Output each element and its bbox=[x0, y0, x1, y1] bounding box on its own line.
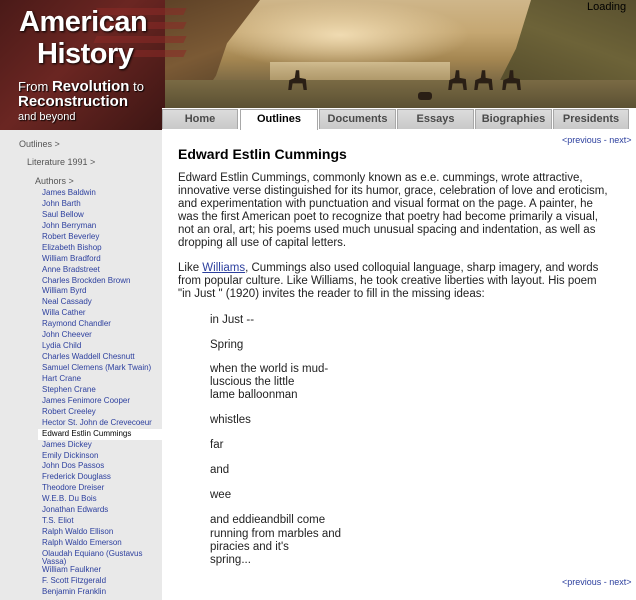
list-item[interactable] bbox=[38, 265, 162, 276]
poem-line: whistles bbox=[210, 414, 251, 426]
author-link[interactable]: T.S. Eliot bbox=[42, 516, 74, 526]
pager-separator: - bbox=[601, 135, 610, 145]
author-link[interactable]: James Dickey bbox=[42, 439, 92, 449]
list-item[interactable] bbox=[38, 254, 162, 265]
author-link[interactable]: W.E.B. Du Bois bbox=[42, 494, 97, 504]
list-item[interactable] bbox=[38, 352, 162, 363]
breadcrumb-authors[interactable]: Authors > bbox=[35, 176, 74, 186]
author-link[interactable]: Samuel Clemens (Mark Twain) bbox=[42, 363, 152, 372]
author-list bbox=[38, 188, 162, 598]
list-item[interactable] bbox=[38, 461, 162, 472]
author-link[interactable]: Anne Bradstreet bbox=[42, 264, 100, 274]
author-link[interactable]: Lydia Child bbox=[42, 341, 82, 351]
author-current: Edward Estlin Cummings bbox=[42, 428, 132, 438]
sidebar bbox=[0, 130, 162, 600]
list-item[interactable] bbox=[38, 549, 162, 565]
author-link[interactable]: John Cheever bbox=[42, 330, 92, 340]
list-item[interactable] bbox=[38, 330, 162, 341]
list-item[interactable] bbox=[38, 527, 162, 538]
pager-bottom bbox=[562, 577, 632, 587]
poem-line: and eddieandbill come bbox=[210, 514, 326, 526]
logo-to: to bbox=[133, 79, 144, 94]
author-link[interactable]: Ralph Waldo Ellison bbox=[42, 527, 114, 537]
list-item[interactable] bbox=[38, 276, 162, 287]
poem-line: wee bbox=[210, 489, 232, 501]
author-link[interactable]: Elizabeth Bishop bbox=[42, 242, 102, 252]
author-link[interactable]: Emily Dickinson bbox=[42, 450, 99, 460]
article-paragraph-1: Edward Estlin Cummings, commonly known as e.e. cummings, wrote attractive, innovative verse distinguished for its humor, grace, celebration of love and eroticism, and experimentation with punctuation and visual format on the page. A painter, he was the first American poet to recognize that poetry had become primarily a visual, not an oral, art; his poems used much unusual spacing and indentation, as well as dropping all use of capital letters. bbox=[178, 172, 608, 249]
list-item[interactable] bbox=[38, 587, 162, 598]
poem-line: luscious the little bbox=[210, 376, 295, 388]
author-link[interactable]: Robert Beverley bbox=[42, 231, 100, 241]
list-item[interactable] bbox=[38, 243, 162, 254]
list-item[interactable] bbox=[38, 472, 162, 483]
para2-rest: , Cummings also used colloquial language, sharp imagery, and words from popular culture. Like Williams, he took creative liberties with layout. His poem "in Just " (1920) invites the reader to fill in the missing ideas: bbox=[178, 262, 599, 300]
author-link[interactable]: Saul Bellow bbox=[42, 209, 84, 219]
list-item[interactable] bbox=[38, 396, 162, 407]
poem-line: running from marbles and bbox=[210, 528, 342, 540]
list-item[interactable] bbox=[38, 407, 162, 418]
logo-title-line2: History bbox=[37, 38, 134, 70]
list-item[interactable] bbox=[38, 576, 162, 587]
poem-line: spring... bbox=[210, 554, 251, 566]
list-item[interactable] bbox=[38, 494, 162, 505]
poem-line: when the world is mud- bbox=[210, 363, 329, 375]
list-item[interactable] bbox=[38, 319, 162, 330]
author-link[interactable]: F. Scott Fitzgerald bbox=[42, 575, 107, 585]
previous-link[interactable]: <previous bbox=[562, 135, 602, 145]
list-item[interactable] bbox=[38, 341, 162, 352]
author-link[interactable]: Benjamin Franklin bbox=[42, 586, 107, 596]
page-title: Edward Estlin Cummings bbox=[178, 146, 347, 162]
author-link[interactable]: James Baldwin bbox=[42, 188, 96, 197]
author-link[interactable]: Ralph Waldo Emerson bbox=[42, 538, 122, 547]
list-item[interactable] bbox=[38, 308, 162, 319]
poem-line: lame balloonman bbox=[210, 389, 298, 401]
author-link[interactable]: Jonathan Edwards bbox=[42, 505, 109, 515]
list-item[interactable] bbox=[38, 297, 162, 308]
list-item[interactable] bbox=[38, 538, 162, 549]
tab-outlines[interactable]: Outlines bbox=[240, 109, 318, 130]
logo-revolution: Revolution bbox=[51, 78, 130, 95]
poem-line: and bbox=[210, 464, 230, 476]
author-link[interactable]: William Faulkner bbox=[42, 564, 102, 574]
poem-line: piracies and it's bbox=[210, 541, 289, 553]
poem-line: in Just -- bbox=[210, 314, 255, 326]
author-link[interactable]: Stephen Crane bbox=[42, 384, 96, 394]
list-item[interactable] bbox=[38, 483, 162, 494]
main-content bbox=[162, 130, 636, 600]
breadcrumb-outlines[interactable]: Outlines > bbox=[19, 139, 60, 149]
author-link[interactable]: Neal Cassady bbox=[42, 297, 92, 307]
list-item[interactable] bbox=[38, 385, 162, 396]
logo-title-line1: American bbox=[19, 6, 148, 38]
list-item[interactable] bbox=[38, 451, 162, 462]
site-logo[interactable] bbox=[0, 0, 165, 130]
author-link[interactable]: James Fenimore Cooper bbox=[42, 395, 131, 405]
list-item[interactable] bbox=[38, 232, 162, 243]
author-link[interactable]: John Dos Passos bbox=[42, 461, 105, 471]
author-link[interactable]: John Berryman bbox=[42, 220, 97, 230]
williams-link[interactable]: Williams bbox=[202, 262, 246, 274]
logo-and-beyond: and beyond bbox=[18, 111, 76, 123]
logo-reconstruction: Reconstruction bbox=[18, 93, 129, 110]
list-item[interactable] bbox=[38, 565, 162, 576]
list-item[interactable] bbox=[38, 363, 162, 374]
author-link[interactable]: William Bradford bbox=[42, 253, 101, 263]
tab-documents[interactable]: Documents bbox=[319, 109, 396, 129]
para2-lead: Like bbox=[178, 262, 203, 274]
tab-essays[interactable]: Essays bbox=[397, 109, 474, 129]
tab-presidents[interactable]: Presidents bbox=[553, 109, 629, 129]
list-item[interactable] bbox=[38, 516, 162, 527]
logo-from: From bbox=[18, 79, 49, 94]
list-item[interactable] bbox=[38, 188, 162, 199]
list-item[interactable] bbox=[38, 505, 162, 516]
list-item[interactable] bbox=[38, 221, 162, 232]
poem-line: Spring bbox=[210, 339, 244, 351]
author-link[interactable]: Hart Crane bbox=[42, 373, 82, 383]
tab-biographies[interactable]: Biographies bbox=[475, 109, 552, 129]
author-link[interactable]: William Byrd bbox=[42, 286, 87, 296]
loading-indicator: Loading bbox=[587, 1, 627, 13]
main-nav-tabs bbox=[162, 108, 636, 130]
list-item[interactable] bbox=[38, 374, 162, 385]
author-link[interactable]: Olaudah Equiano (Gustavus Vassa) bbox=[42, 548, 143, 566]
breadcrumb-literature-1991[interactable]: Literature 1991 > bbox=[27, 157, 96, 167]
author-link[interactable]: Charles Brockden Brown bbox=[42, 275, 131, 285]
pager-separator: - bbox=[601, 577, 610, 587]
list-item[interactable] bbox=[38, 286, 162, 297]
pager-top bbox=[562, 135, 632, 145]
author-link[interactable]: Frederick Douglass bbox=[42, 472, 111, 482]
author-link[interactable]: Raymond Chandler bbox=[42, 319, 111, 329]
poem-line: far bbox=[210, 439, 224, 451]
author-link[interactable]: Hector St. John de Crevecoeur bbox=[42, 417, 152, 427]
author-link[interactable]: Theodore Dreiser bbox=[42, 483, 105, 493]
previous-link[interactable]: <previous bbox=[562, 577, 602, 587]
author-link[interactable]: Charles Waddell Chesnutt bbox=[42, 352, 135, 362]
list-item-active[interactable] bbox=[38, 429, 162, 440]
tab-home[interactable]: Home bbox=[162, 109, 238, 129]
author-link[interactable]: Robert Creeley bbox=[42, 406, 96, 416]
article-paragraph-2 bbox=[178, 262, 610, 301]
list-item[interactable] bbox=[38, 418, 162, 429]
author-link[interactable]: Willa Cather bbox=[42, 308, 86, 318]
list-item[interactable] bbox=[38, 199, 162, 210]
list-item[interactable] bbox=[38, 440, 162, 451]
list-item[interactable] bbox=[38, 210, 162, 221]
next-link[interactable]: next> bbox=[609, 577, 632, 587]
author-link[interactable]: John Barth bbox=[42, 198, 81, 208]
next-link[interactable]: next> bbox=[609, 135, 632, 145]
header-painting bbox=[150, 0, 636, 108]
